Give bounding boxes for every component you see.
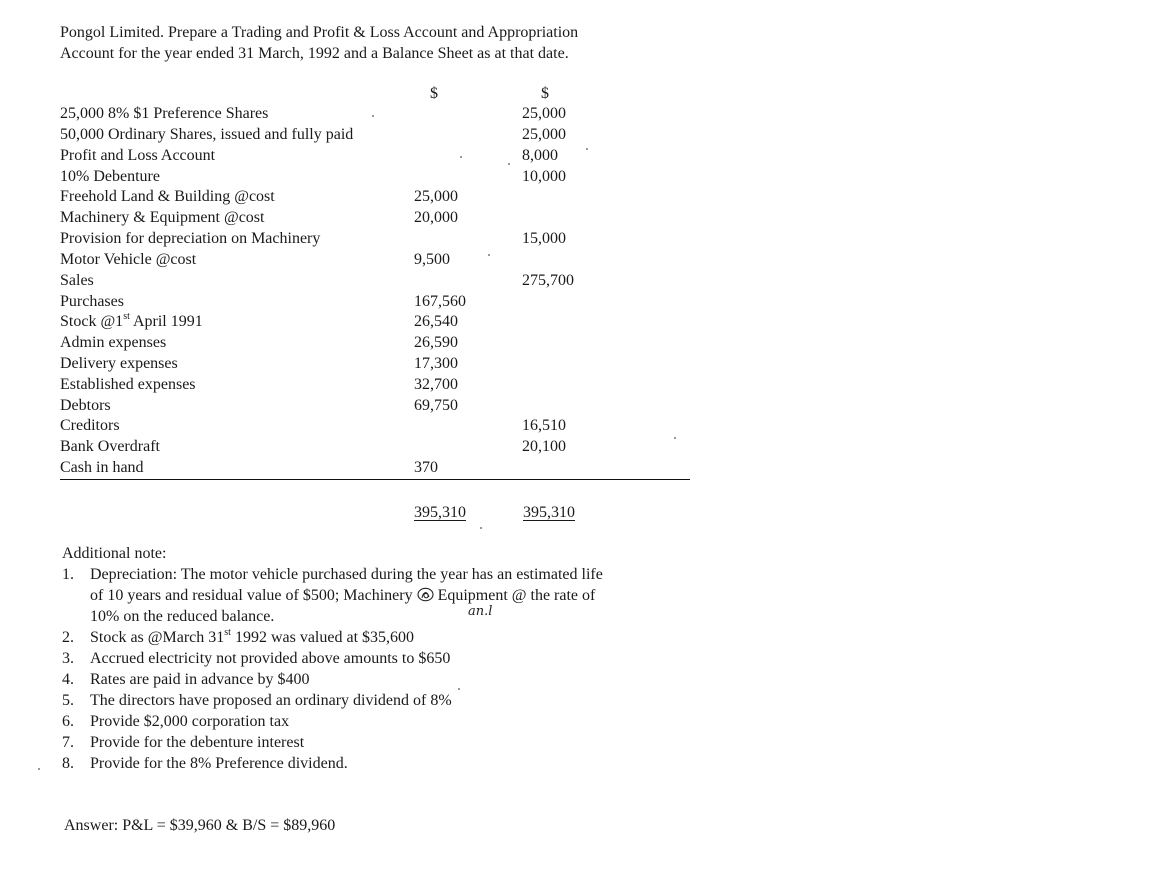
note-text-sup: st: [224, 626, 231, 638]
total-col1: 395,310: [414, 504, 466, 521]
table-row: [60, 397, 700, 418]
scan-speck: [586, 148, 588, 150]
scan-speck: [508, 163, 510, 165]
row-label-pre: Stock @1: [60, 313, 124, 330]
note-number: 6.: [62, 713, 74, 730]
table-row: [60, 230, 700, 251]
col1-header: $: [430, 85, 438, 102]
title-line-1: Pongol Limited. Prepare a Trading and Profit & Loss Account and Appropriation: [60, 24, 579, 41]
handwritten-annotation: an.l: [468, 604, 493, 619]
row-label: Cash in hand: [60, 459, 144, 476]
note-number: 8.: [62, 755, 74, 772]
scan-speck: [372, 115, 374, 117]
scan-speck: [674, 437, 676, 439]
row-label: Provision for depreciation on Machinery: [60, 230, 321, 247]
note-text: of 10 years and residual value of $500; Machinery: [90, 587, 417, 604]
table-row: [60, 334, 700, 355]
row-col2: 8,000: [522, 147, 558, 164]
total-col2: 395,310: [523, 504, 575, 521]
row-label: Bank Overdraft: [60, 438, 160, 455]
row-label: Motor Vehicle @cost: [60, 251, 197, 268]
row-label: Debtors: [60, 397, 111, 414]
table-row: [60, 376, 700, 397]
scan-speck: [488, 254, 490, 256]
table-row: [60, 209, 700, 230]
row-label: Creditors: [60, 417, 120, 434]
note-text: Depreciation: The motor vehicle purchased during the year has an estimated life: [90, 566, 603, 583]
handwritten-ampersand-mark: [417, 587, 434, 602]
row-col1: 17,300: [414, 355, 458, 372]
row-col2: 25,000: [522, 126, 566, 143]
note-text: Equipment @ the rate of: [433, 587, 596, 604]
row-label: 25,000 8% $1 Preference Shares: [60, 105, 269, 122]
row-label: 50,000 Ordinary Shares, issued and fully paid: [60, 126, 354, 143]
notes-heading: Additional note:: [62, 545, 167, 562]
row-label: Freehold Land & Building @cost: [60, 188, 275, 205]
row-col1: 25,000: [414, 188, 458, 205]
note-text-pre: Stock as @March 31: [90, 629, 225, 646]
row-col1: 370: [414, 459, 438, 476]
problem-statement: [60, 22, 578, 64]
note-text: Provide for the debenture interest: [90, 734, 305, 751]
table-row: [60, 417, 700, 438]
table-row: [60, 105, 700, 126]
note-text: The directors have proposed an ordinary dividend of 8%: [90, 692, 452, 709]
row-col1: 69,750: [414, 397, 458, 414]
row-col1: 9,500: [414, 251, 450, 268]
note-number: 1.: [62, 566, 74, 583]
note-text: Provide for the 8% Preference dividend.: [90, 755, 348, 772]
row-label: Sales: [60, 272, 94, 289]
note-text-post: 1992 was valued at $35,600: [230, 629, 415, 646]
row-col2: 15,000: [522, 230, 566, 247]
row-col2: 10,000: [522, 168, 566, 185]
row-label-sup: st: [123, 310, 130, 322]
scan-speck: [460, 156, 462, 158]
table-row: [60, 147, 700, 168]
row-col1: 20,000: [414, 209, 458, 226]
table-row: [60, 310, 700, 334]
row-label: Purchases: [60, 293, 124, 310]
note-text: [90, 626, 415, 647]
row-label: Profit and Loss Account: [60, 147, 216, 164]
row-col1: 32,700: [414, 376, 458, 393]
row-col1: 26,590: [414, 334, 458, 351]
table-row: [60, 168, 700, 189]
note-number: 7.: [62, 734, 74, 751]
title-line-2: Account for the year ended 31 March, 1992 and a Balance Sheet as at that date.: [60, 45, 569, 62]
row-col2: 16,510: [522, 417, 566, 434]
row-label: Admin expenses: [60, 334, 167, 351]
row-label: [60, 310, 203, 331]
row-col2: 275,700: [522, 272, 574, 289]
row-label: Machinery & Equipment @cost: [60, 209, 265, 226]
table-row: [60, 459, 700, 480]
note-number: 5.: [62, 692, 74, 709]
note-text: Rates are paid in advance by $400: [90, 671, 310, 688]
row-label: 10% Debenture: [60, 168, 160, 185]
note-text: Provide $2,000 corporation tax: [90, 713, 290, 730]
total-rule: [60, 479, 690, 480]
table-row: [60, 272, 700, 293]
table-row: [60, 251, 700, 272]
row-col1: 167,560: [414, 293, 466, 310]
table-row: [60, 293, 700, 314]
table-row: [60, 188, 700, 209]
note-continuation: [90, 587, 595, 605]
row-col2: 25,000: [522, 105, 566, 122]
note-continuation: 10% on the reduced balance.: [90, 608, 275, 625]
answer-line: Answer: P&L = $39,960 & B/S = $89,960: [64, 817, 336, 834]
row-label-post: April 1991: [129, 313, 203, 330]
note-number: 4.: [62, 671, 74, 688]
table-row: [60, 126, 700, 147]
note-text: Accrued electricity not provided above amounts to $650: [90, 650, 451, 667]
col2-header: $: [541, 85, 549, 102]
table-row: [60, 355, 700, 376]
scan-speck: [480, 527, 482, 529]
row-col2: 20,100: [522, 438, 566, 455]
row-label: Established expenses: [60, 376, 196, 393]
note-number: 3.: [62, 650, 74, 667]
scan-speck: [458, 688, 460, 690]
scan-speck: [38, 768, 40, 770]
table-row: [60, 438, 700, 459]
note-number: 2.: [62, 629, 74, 646]
row-col1: 26,540: [414, 313, 458, 330]
row-label: Delivery expenses: [60, 355, 178, 372]
